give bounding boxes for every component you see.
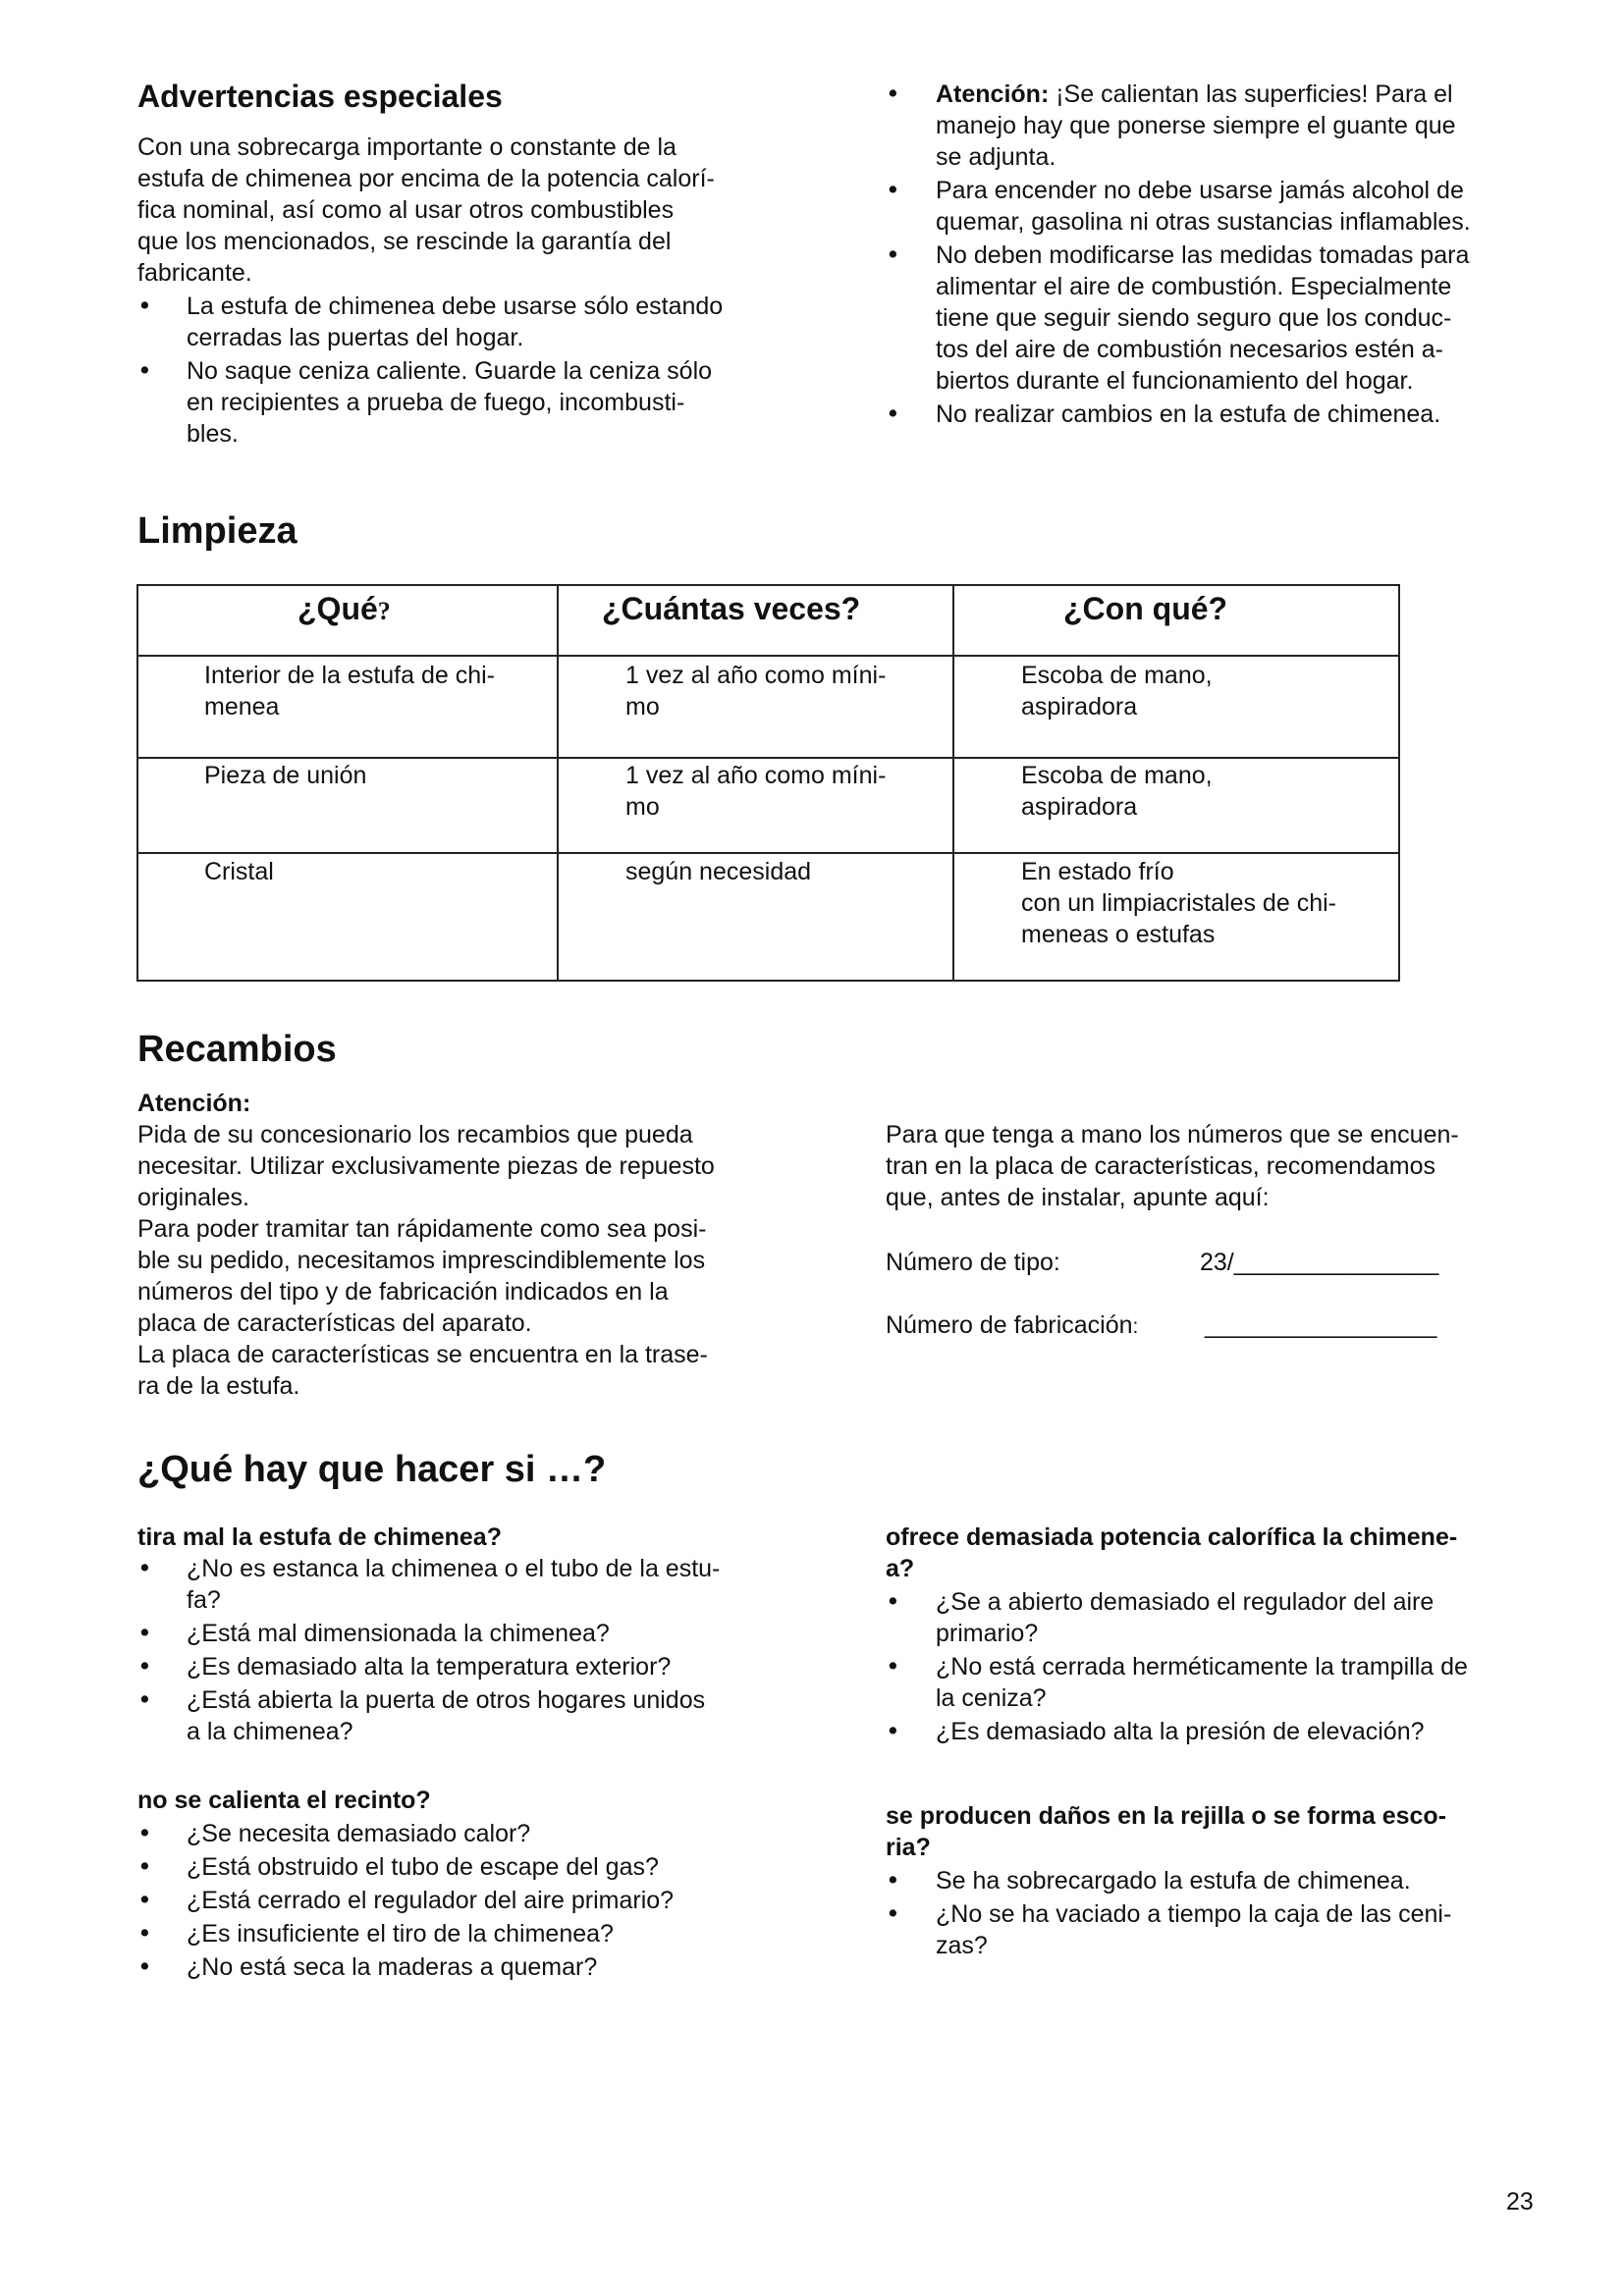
faq-item-line: ¿Se a abierto demasiado el regulador del aire [936,1588,1435,1616]
spares-line: ble su pedido, necesitamos imprescindiblemente los [137,1247,706,1274]
serial-number-label: Número de fabricación: [886,1311,1139,1339]
spares-line: La placa de características se encuentra en la trase- [137,1341,708,1368]
bullet-icon: • [886,1652,900,1681]
bullet-icon: • [886,1587,900,1616]
table-cell: menea [204,693,280,721]
spares-line: Pida de su concesionario los recambios que pueda [137,1121,693,1148]
faq-item-line: Se ha sobrecargado la estufa de chimenea. [936,1867,1411,1895]
table-cell: Interior de la estufa de chi- [204,662,495,689]
bullet-icon: • [137,1919,152,1948]
bullet-icon: • [886,240,900,269]
table-header-what: ¿Qué? [298,591,391,626]
warnings-bullet-line: en recipientes a prueba de fuego, incombusti- [187,389,685,416]
table-cell: Escoba de mano, [1021,662,1213,689]
warnings-bullet-line: cerradas las puertas del hogar. [187,324,524,351]
table-cell: aspiradora [1021,793,1138,821]
spares-line: Para poder tramitar tan rápidamente como sea posi- [137,1215,707,1243]
table-cell: según necesidad [625,858,812,885]
warnings-bullet-line: biertos durante el funcionamiento del hogar. [936,367,1414,395]
faq-item-line: ¿No está cerrada herméticamente la trampilla de [936,1653,1468,1681]
faq-item-line: ¿Está abierta la puerta de otros hogares unidos [187,1686,706,1714]
bullet-icon: • [137,1952,152,1981]
faq-item-line: ¿Es insuficiente el tiro de la chimenea? [187,1920,614,1948]
spares-attention-label: Atención: [137,1090,251,1117]
faq-item-line: ¿Es demasiado alta la presión de elevación? [936,1718,1425,1745]
attention-label: Atención: [936,80,1050,108]
warnings-bullet-line: No realizar cambios en la estufa de chimenea. [936,400,1441,428]
bullet-icon: • [886,1899,900,1928]
faq-item-line: ¿Está mal dimensionada la chimenea? [187,1620,610,1647]
faq-item-line: ¿Está cerrado el regulador del aire primario? [187,1887,675,1914]
warnings-para-line: fabricante. [137,259,252,287]
warnings-bullet-line: La estufa de chimenea debe usarse sólo estando [187,293,724,320]
faq-group-title: a? [886,1555,915,1582]
cleaning-heading: Limpieza [137,510,298,552]
spares-line: originales. [137,1184,249,1211]
page-number: 23 [1506,2188,1534,2216]
table-header-with: ¿Con qué? [1063,591,1228,626]
warnings-para-line: fica nominal, así como al usar otros combustibles [137,196,675,224]
faq-item-line: ¿Está obstruido el tubo de escape del gas? [187,1853,659,1881]
bullet-icon: • [137,1554,152,1582]
faq-group-title: ofrece demasiada potencia calorífica la chimene- [886,1523,1458,1551]
bullet-icon: • [886,176,900,204]
faq-item-line: a la chimenea? [187,1718,353,1745]
table-cell: con un limpiacristales de chi- [1021,889,1336,917]
spares-line: placa de características del aparato. [137,1309,532,1337]
table-cell: En estado frío [1021,858,1174,885]
faq-item-line: fa? [187,1586,221,1614]
bullet-icon: • [137,356,152,385]
table-cell: Pieza de unión [204,762,367,789]
attention-line: manejo hay que ponerse siempre el guante que [936,112,1456,139]
faq-item-line: la ceniza? [936,1684,1047,1712]
warnings-bullet-line: No saque ceniza caliente. Guarde la ceniza sólo [187,357,713,385]
faq-item-line: ¿No se ha vaciado a tiempo la caja de las ceni- [936,1900,1452,1928]
table-cell: Escoba de mano, [1021,762,1213,789]
attention-text: ¡Se calientan las superficies! Para el [1049,80,1453,108]
table-cell: 1 vez al año como míni- [625,762,887,789]
spares-line: necesitar. Utilizar exclusivamente piezas de repuesto [137,1152,715,1180]
type-number-label: Número de tipo: [886,1249,1060,1276]
bullet-icon: • [137,1886,152,1914]
faq-item-line: ¿Se necesita demasiado calor? [187,1820,531,1847]
faq-item-line: ¿Es demasiado alta la temperatura exterior? [187,1653,672,1681]
bullet-icon: • [886,1717,900,1745]
warnings-para-line: que los mencionados, se rescinde la garantía del [137,228,672,255]
table-cell: aspiradora [1021,693,1138,721]
faq-group-title: ria? [886,1834,931,1861]
spares-line: números del tipo y de fabricación indicados en la [137,1278,669,1306]
faq-group-title: se producen daños en la rejilla o se forma esco- [886,1802,1447,1830]
bullet-icon: • [137,1819,152,1847]
bullet-icon: • [137,292,152,320]
faq-group-title: tira mal la estufa de chimenea? [137,1523,502,1551]
warnings-bullet-line: alimentar el aire de combustión. Especialmente [936,273,1452,300]
warnings-heading: Advertencias especiales [137,79,503,114]
warnings-bullet-line: quemar, gasolina ni otras sustancias inflamables. [936,208,1471,236]
warnings-bullet-line: No deben modificarse las medidas tomadas para [936,241,1470,269]
warnings-bullet-line: tos del aire de combustión necesarios estén a- [936,336,1443,363]
spares-line: Para que tenga a mano los números que se encuen- [886,1121,1459,1148]
bullet-icon: • [886,1866,900,1895]
bullet-icon: • [886,400,900,428]
faq-item-line: ¿No está seca la maderas a quemar? [187,1953,598,1981]
warnings-bullet-line: Para encender no debe usarse jamás alcohol de [936,177,1464,204]
bullet-icon: • [137,1619,152,1647]
table-cell: 1 vez al año como míni- [625,662,887,689]
serial-number-field: _________________ [1205,1311,1437,1339]
spares-line: ra de la estufa. [137,1372,300,1400]
faq-group-title: no se calienta el recinto? [137,1787,431,1814]
warnings-bullet-line: bles. [187,420,239,448]
bullet-icon: • [137,1685,152,1714]
bullet-icon: • [137,1652,152,1681]
table-cell: Cristal [204,858,274,885]
bullet-icon: • [886,80,900,108]
warnings-para-line: Con una sobrecarga importante o constante de la [137,133,677,161]
spares-line: que, antes de instalar, apunte aquí: [886,1184,1270,1211]
attention-line [936,79,1453,110]
bullet-icon: • [137,1852,152,1881]
warnings-para-line: estufa de chimenea por encima de la potencia calorí- [137,165,715,192]
type-number-field: 23/_______________ [1200,1249,1439,1276]
faq-heading: ¿Qué hay que hacer si …? [137,1449,607,1490]
faq-item-line: primario? [936,1620,1039,1647]
warnings-bullet-line: tiene que seguir siendo seguro que los conduc- [936,304,1452,332]
faq-item-line: ¿No es estanca la chimenea o el tubo de la estu- [187,1555,721,1582]
table-cell: meneas o estufas [1021,921,1216,948]
table-header-how-often: ¿Cuántas veces? [602,591,861,626]
table-cell: mo [625,693,660,721]
attention-line: se adjunta. [936,143,1056,171]
table-cell: mo [625,793,660,821]
faq-item-line: zas? [936,1932,988,1959]
spares-line: tran en la placa de características, recomendamos [886,1152,1435,1180]
spares-heading: Recambios [137,1029,337,1070]
